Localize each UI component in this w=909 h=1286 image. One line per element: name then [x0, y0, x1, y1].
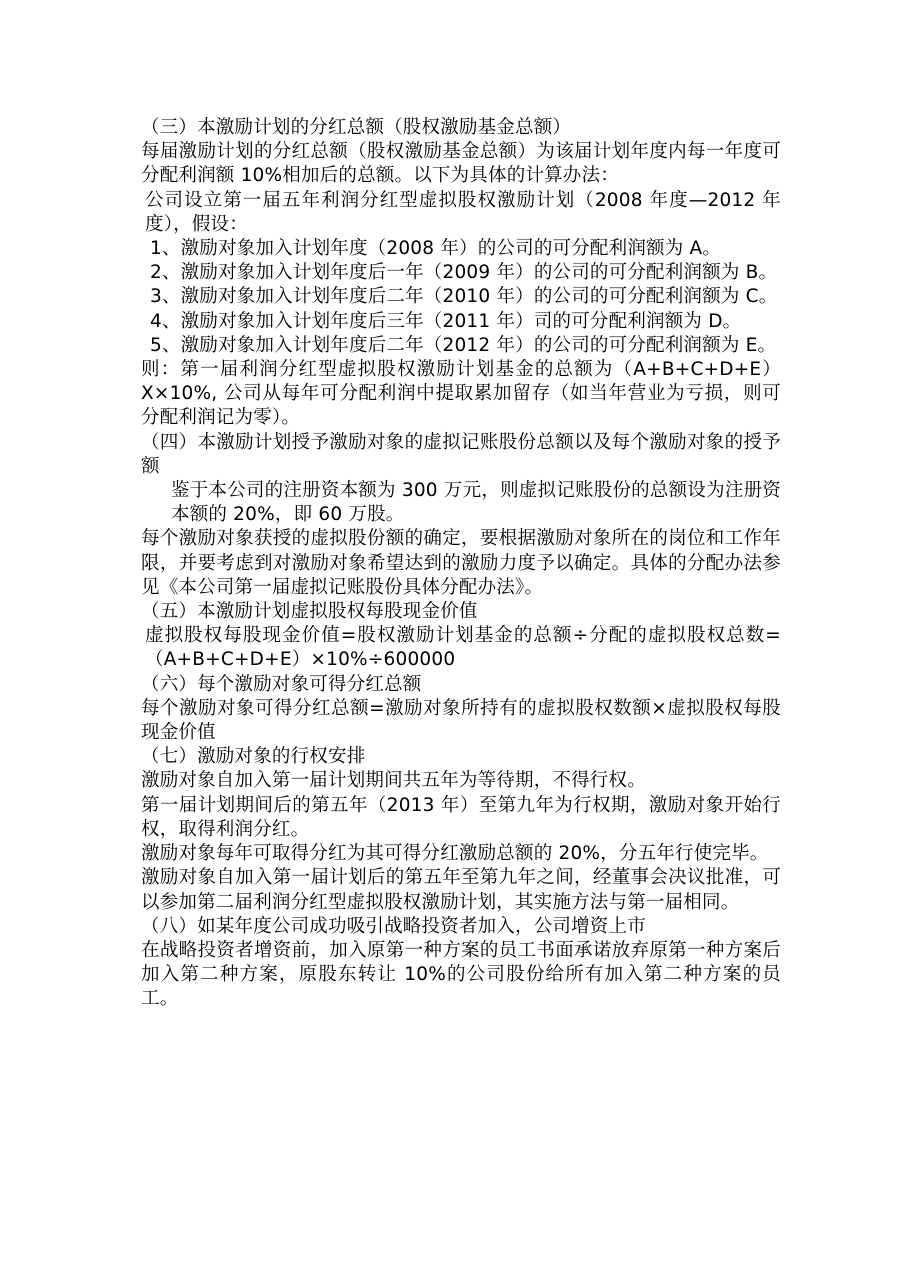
list-item: 4、激励对象加入计划年度后三年（2011 年）司的可分配利润额为 D。 [150, 310, 742, 332]
paragraph: 激励对象每年可取得分红为其可得分红激励总额的 20%，分五年行使完毕。 [141, 843, 769, 865]
paragraph: 公司设立第一届五年利润分红型虚拟股权激励计划（2008 年度—2012 年度），假设： [145, 189, 781, 235]
section-heading-4: （四）本激励计划授予激励对象的虚拟记账股份总额以及每个激励对象的授予额 [141, 431, 781, 477]
paragraph: 则：第一届利润分红型虚拟股权激励计划基金的总额为（A+B+C+D+E）X×10%, 公司从每年可分配利润中提取累加留存（如当年营业为亏损，则可分配利润记为零）。 [141, 359, 781, 429]
formula-paragraph: 每个激励对象可得分红总额=激励对象所持有的虚拟股权数额×虚拟股权每股现金价值 [141, 697, 781, 744]
list-item: 2、激励对象加入计划年度后一年（2009 年）的公司的可分配利润额为 B。 [150, 262, 778, 284]
section-heading-5: （五）本激励计划虚拟股权每股现金价值 [141, 601, 478, 623]
list-item: 5、激励对象加入计划年度后二年（2012 年）的公司的可分配利润额为 E。 [150, 334, 777, 356]
paragraph: 激励对象自加入第一届计划期间共五年为等待期，不得行权。 [141, 770, 646, 792]
formula-paragraph: 虚拟股权每股现金价值=股权激励计划基金的总额÷分配的虚拟股权总数=（A+B+C+D+E）×10%÷600000 [145, 625, 781, 671]
paragraph: 鉴于本公司的注册资本额为 300 万元，则虚拟记账股份的总额设为注册资本额的 20%，即 60 万股。 [171, 480, 781, 526]
section-heading-8: （八）如某年度公司成功吸引战略投资者加入，公司增资上市 [141, 915, 646, 937]
document-body [141, 116, 781, 1012]
paragraph: 激励对象自加入第一届计划后的第五年至第九年之间，经董事会决议批准，可以参加第二届利润分红型虚拟股权激励计划，其实施方法与第一届相同。 [141, 867, 781, 913]
paragraph: 第一届计划期间后的第五年（2013 年）至第九年为行权期，激励对象开始行权，取得利润分红。 [141, 794, 781, 840]
paragraph: 每届激励计划的分红总额（股权激励基金总额）为该届计划年度内每一年度可分配利润额 10%相加后的总额。以下为具体的计算办法： [141, 141, 781, 187]
section-heading-3: （三）本激励计划的分红总额（股权激励基金总额） [141, 117, 572, 138]
section-heading-7: （七）激励对象的行权安排 [141, 746, 366, 768]
paragraph: 在战略投资者增资前，加入原第一种方案的员工书面承诺放弃原第一种方案后加入第二种方案，原股东转让 10%的公司股份给所有加入第二种方案的员工。 [141, 939, 781, 1010]
section-heading-6: （六）每个激励对象可得分红总额 [141, 673, 422, 695]
list-item: 3、激励对象加入计划年度后二年（2010 年）的公司的可分配利润额为 C。 [150, 286, 778, 308]
list-item: 1、激励对象加入计划年度（2008 年）的公司的可分配利润额为 A。 [150, 238, 722, 260]
paragraph: 每个激励对象获授的虚拟股份额的确定，要根据激励对象所在的岗位和工作年限，并要考虑到对激励对象希望达到的激励力度予以确定。具体的分配办法参见《本公司第一届虚拟记账股份具体分配办法》。 [141, 528, 781, 598]
